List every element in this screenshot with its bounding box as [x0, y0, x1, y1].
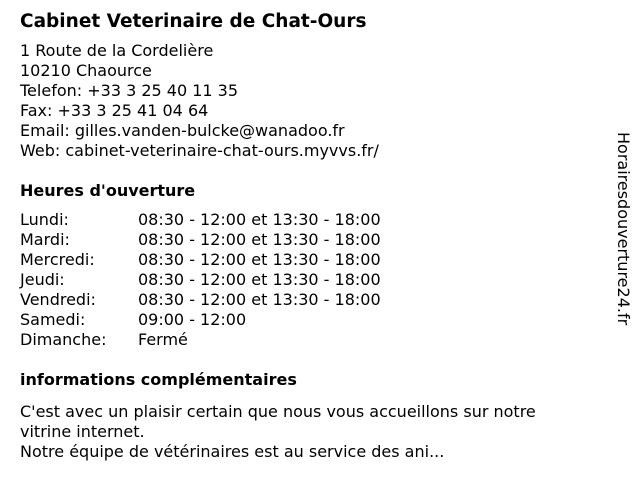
time-value: 09:00 - 12:00 [138, 310, 247, 329]
time-value: 08:30 - 12:00 et 13:30 - 18:00 [138, 290, 381, 309]
site-watermark-label: Horairesdouverture24.fr [614, 132, 633, 326]
time-value: 08:30 - 12:00 et 13:30 - 18:00 [138, 230, 381, 249]
hours-row-wednesday [20, 250, 600, 270]
time-value: 08:30 - 12:00 et 13:30 - 18:00 [138, 270, 381, 289]
hours-row-tuesday [20, 230, 600, 250]
hours-row-thursday [20, 270, 600, 290]
business-card [20, 10, 600, 462]
day-label: Mercredi: [20, 250, 95, 269]
day-label: Jeudi: [20, 270, 65, 289]
email-line: Email: gilles.vanden-bulcke@wanadoo.fr [20, 121, 345, 140]
day-label: Samedi: [20, 310, 86, 329]
additional-info-text: C'est avec un plaisir certain que nous vous accueillons sur notre vitrine internet. Notre équipe de vétérinaires est au service des ani... [20, 402, 536, 461]
business-name: Cabinet Veterinaire de Chat-Ours [20, 11, 367, 32]
day-label: Mardi: [20, 230, 70, 249]
phone-line: Telefon: +33 3 25 40 11 35 [20, 81, 239, 100]
opening-hours-table [20, 210, 600, 350]
hours-row-friday [20, 290, 600, 310]
address-street: 1 Route de la Cordelière [20, 41, 214, 60]
day-label: Vendredi: [20, 290, 96, 309]
additional-info-heading: informations complémentaires [20, 370, 297, 389]
opening-hours-heading: Heures d'ouverture [20, 181, 196, 200]
fax-line: Fax: +33 3 25 41 04 64 [20, 101, 209, 120]
time-value: Fermé [138, 330, 188, 349]
time-value: 08:30 - 12:00 et 13:30 - 18:00 [138, 210, 381, 229]
hours-row-sunday [20, 330, 600, 350]
web-line: Web: cabinet-veterinaire-chat-ours.myvvs.fr/ [20, 141, 379, 160]
hours-row-saturday [20, 310, 600, 330]
day-label: Lundi: [20, 210, 69, 229]
time-value: 08:30 - 12:00 et 13:30 - 18:00 [138, 250, 381, 269]
address-city: 10210 Chaource [20, 61, 152, 80]
day-label: Dimanche: [20, 330, 107, 349]
hours-row-monday [20, 210, 600, 230]
